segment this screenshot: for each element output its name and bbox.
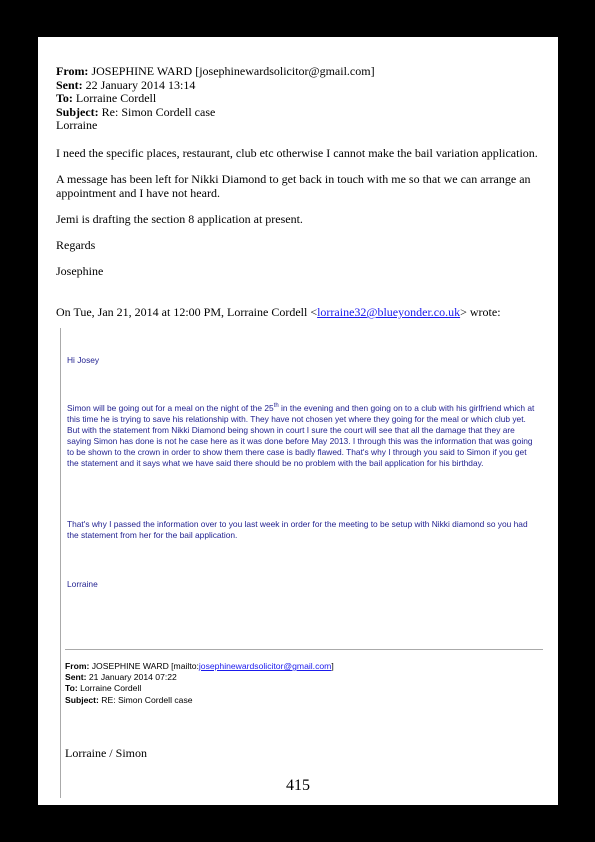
forwarded-header <box>65 661 334 706</box>
fwd-sent-line: Sent: 21 January 2014 07:22 <box>65 672 177 683</box>
to-line: To: Lorraine Cordell <box>56 91 157 106</box>
fwd-closing: Lorraine / Simon <box>65 746 147 760</box>
quoted-paragraph-2: That's why I passed the information over to you last week in order for the meeting to be setup with Nikki diamond so you had the statement from her for the bail application. <box>67 519 528 540</box>
body-paragraph-3: Jemi is drafting the section 8 application at present. <box>56 212 303 226</box>
page-number: 415 <box>286 777 310 794</box>
email-link[interactable]: lorraine32@blueyonder.co.uk <box>317 305 461 319</box>
fwd-from-line: From: JOSEPHINE WARD [mailto:josephinewardsolicitor@gmail.com] <box>65 661 334 671</box>
body-paragraph-1: I need the specific places, restaurant, club etc otherwise I cannot make the bail variation application. <box>56 146 538 160</box>
quoted-greeting: Hi Josey <box>67 355 100 365</box>
salutation: Lorraine <box>56 118 98 133</box>
regards: Regards <box>56 238 96 252</box>
signature: Josephine <box>56 264 104 278</box>
fwd-email-link[interactable]: josephinewardsolicitor@gmail.com <box>198 661 332 671</box>
email-header <box>56 65 375 133</box>
fwd-to-line: To: Lorraine Cordell <box>65 683 142 694</box>
quoted-paragraph-1: Simon will be going out for a meal on the night of the 25th in the evening and then going on to a club with his girlfriend which at this time he is trying to save his relationship with. They have not chosen yet where they going for the meal or which club yet. But with the statement from Nikki Diamond being shown in court I sure the court will see that all the damage that they are saying Simon has done is not he case here as it was done before May 2013. I through this was the information that was going to be shown to the crown in order to show them there case is badly flawed. That's why I through you said to Simon if you get the statement and it says what we have said there should be no problem with the bail application for his birthday. <box>67 403 535 468</box>
quoted-signoff: Lorraine <box>67 579 98 589</box>
document-page <box>38 37 558 805</box>
body-paragraph-2: A message has been left for Nikki Diamond to get back in touch with me so that we can arrange an appointment and I have not heard. <box>56 172 531 200</box>
from-line: From: JOSEPHINE WARD [josephinewardsolicitor@gmail.com] <box>56 64 375 78</box>
sent-line: Sent: 22 January 2014 13:14 <box>56 77 196 92</box>
divider <box>65 649 543 650</box>
quoted-message <box>60 328 545 798</box>
quote-intro: On Tue, Jan 21, 2014 at 12:00 PM, Lorraine Cordell <lorraine32@blueyonder.co.uk> wrote: <box>56 305 501 319</box>
subject-line: Subject: Re: Simon Cordell case <box>56 104 216 119</box>
fwd-subject-line: Subject: RE: Simon Cordell case <box>65 694 193 705</box>
